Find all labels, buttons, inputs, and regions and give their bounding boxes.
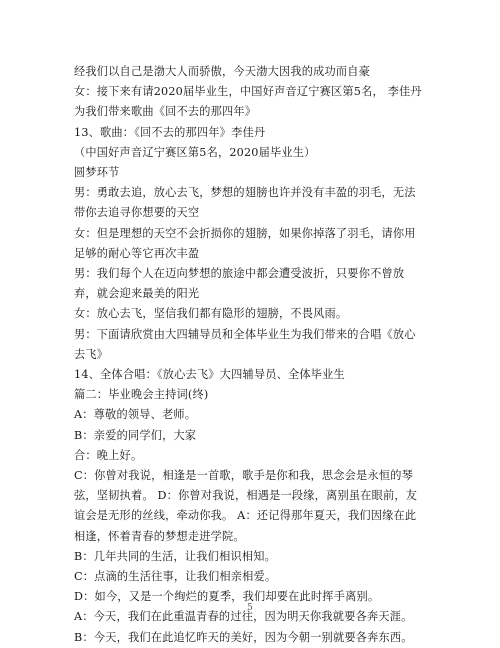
paragraph: A：今天，我们在此重温青春的过往，因为明天你我就要各奔天涯。 [74,610,413,624]
paragraph: B：亲爱的同学们，大家 [74,428,197,442]
paragraph: 男：我们每个人在迈向梦想的旅途中都会遭受波折，只要你不曾放弃，就会迎来最美的阳光 [74,267,405,301]
paragraph: 女：接下来有请2020届毕业生，中国好声音辽宁赛区第5名， 李佳丹为我们带来歌曲《回不去的那四年》 [74,85,422,119]
paragraph: 女：但是理想的天空不会折损你的翅膀，如果你掉落了羽毛，请你用足够的耐心等它再次丰盈 [74,226,416,260]
paragraph: 圆梦环节 [74,166,120,180]
paragraph: A：尊敬的领导、老师。 [74,408,197,422]
paragraph: D：如今，又是一个绚烂的夏季，我们却要在此时挥手离别。 [74,590,380,604]
paragraph: B：几年共同的生活，让我们相识相知。 [74,549,277,563]
paragraph: 经我们以自己是渤大人而骄傲，今天渤大因我的成功而自豪 [74,65,371,78]
paragraph: 14、全体合唱：《放心去飞》大四辅导员、全体毕业生 [74,368,345,382]
paragraph: 合：晚上好。 [74,448,143,462]
paragraph: C：点滴的生活往事，让我们相亲相爱。 [74,570,277,584]
paragraph: C：你曾对我说，相逢是一首歌，歌手是你和我，思念会是永恒的琴弦，坚韧执着。 D：你曾对我说，相遇是一段缘，离别虽在眼前，友谊会是无形的丝线，牵动你我。 A：还记得那年夏天，我们因缘在此相逢，怀着青春的梦想走进学院。 [74,469,418,543]
document-body [74,62,426,648]
page-number: 5 [247,603,253,613]
paragraph: B：今天，我们在此追忆昨天的美好，因为今朝一别就要各奔东西。 [74,630,413,644]
paragraph: 男：下面请欣赏由大四辅导员和全体毕业生为我们带来的合唱《放心去飞》 [74,327,416,361]
paragraph: 男：勇敢去追，放心去飞，梦想的翅膀也许并没有丰盈的羽毛，无法带你去追寻你想要的天空 [74,186,416,220]
paragraph: 女：放心去飞，坚信我们都有隐形的翅膀，不畏风雨。 [74,307,348,321]
paragraph: 篇二：毕业晚会主持词(终) [74,388,209,402]
paragraph: （中国好声音辽宁赛区第5名，2020届毕业生） [74,145,316,159]
paragraph: 13、歌曲：《回不去的那四年》李佳丹 [74,125,266,139]
